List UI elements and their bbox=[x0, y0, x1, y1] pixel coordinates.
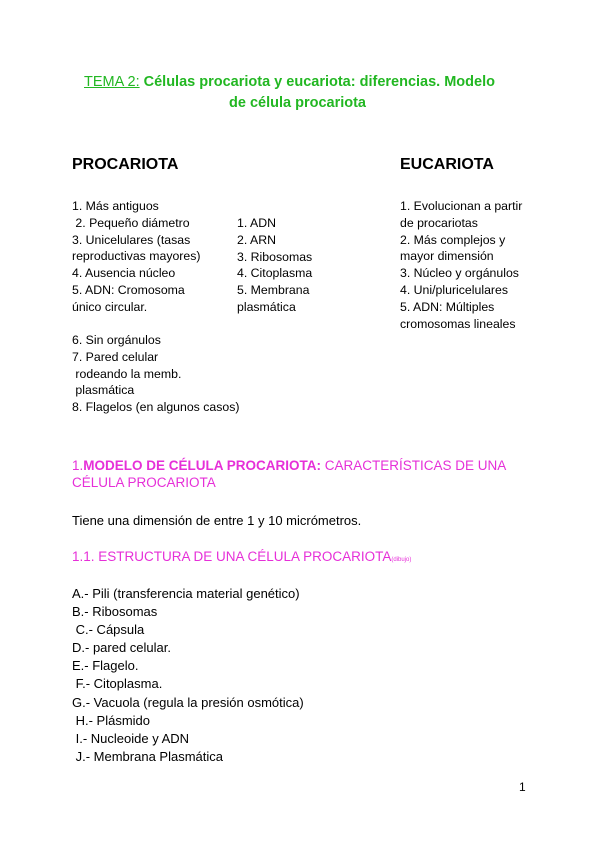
list-item: 5. ADN: Múltiples bbox=[400, 299, 495, 314]
list-item: mayor dimensión bbox=[400, 249, 494, 264]
list-item: 7. Pared celular bbox=[72, 349, 159, 364]
list-item: 3. Unicelulares (tasas bbox=[72, 232, 191, 247]
section-1-1-note: (dibujo) bbox=[391, 557, 412, 563]
section-1-1-heading bbox=[72, 548, 411, 569]
section-1-number: 1. bbox=[72, 458, 84, 473]
list-item: único circular. bbox=[72, 299, 148, 314]
procariota-header: PROCARIOTA bbox=[72, 156, 179, 173]
section-1-bold: MODELO DE CÉLULA PROCARIOTA: bbox=[83, 458, 322, 473]
list-item: 1. ADN bbox=[237, 216, 276, 230]
list-item: 4. Uni/pluricelulares bbox=[400, 282, 508, 297]
dimension-text: Tiene una dimensión de entre 1 y 10 micrómetros. bbox=[72, 513, 362, 528]
page-title-line1 bbox=[84, 74, 495, 90]
page-title-line2: de célula procariota bbox=[229, 95, 366, 111]
list-item: reproductivas mayores) bbox=[72, 249, 201, 264]
eucariota-header: EUCARIOTA bbox=[400, 156, 494, 173]
section-1-heading bbox=[72, 457, 506, 491]
structure-list bbox=[72, 585, 304, 766]
list-item: 1. Evolucionan a partir bbox=[400, 199, 523, 213]
list-item: I.- Nucleoide y ADN bbox=[72, 730, 190, 746]
list-item: H.- Plásmido bbox=[72, 712, 151, 728]
list-item: cromosomas lineales bbox=[400, 316, 516, 331]
title-text-line1: Células procariota y eucariota: diferencias. Modelo bbox=[143, 74, 495, 90]
common-list bbox=[237, 215, 312, 316]
title-label: TEMA 2: bbox=[84, 74, 140, 90]
list-item: 5. Membrana bbox=[237, 283, 310, 298]
list-item: rodeando la memb. bbox=[72, 366, 182, 381]
list-item: 4. Ausencia núcleo bbox=[72, 266, 176, 281]
list-item: B.- Ribosomas bbox=[72, 604, 158, 620]
list-item: F.- Citoplasma. bbox=[72, 676, 163, 692]
page-number: 1 bbox=[519, 780, 526, 794]
list-item: E.- Flagelo. bbox=[72, 658, 139, 674]
list-item: plasmática bbox=[72, 383, 135, 398]
list-item: 3. Ribosomas bbox=[237, 249, 313, 264]
eucariota-list bbox=[400, 198, 522, 332]
procariota-list bbox=[72, 198, 200, 316]
list-item: 2. ARN bbox=[237, 232, 276, 247]
section-1-rest: CARACTERÍSTICAS DE UNA bbox=[321, 458, 507, 473]
list-item: 4. Citoplasma bbox=[237, 266, 313, 281]
section-1-line2: CÉLULA PROCARIOTA bbox=[72, 475, 216, 490]
list-item: J.- Membrana Plasmática bbox=[72, 748, 223, 764]
list-item: 5. ADN: Cromosoma bbox=[72, 282, 185, 297]
procariota-list-2 bbox=[72, 332, 239, 416]
list-item: de procariotas bbox=[400, 215, 478, 230]
list-item: plasmática bbox=[237, 299, 296, 314]
list-item: C.- Cápsula bbox=[72, 622, 145, 638]
list-item: 2. Pequeño diámetro bbox=[72, 215, 190, 230]
list-item: 6. Sin orgánulos bbox=[72, 333, 161, 347]
list-item: 3. Núcleo y orgánulos bbox=[400, 266, 519, 281]
section-1-1-title: 1.1. ESTRUCTURA DE UNA CÉLULA PROCARIOTA bbox=[72, 549, 392, 564]
list-item: G.- Vacuola (regula la presión osmótica) bbox=[72, 694, 304, 710]
list-item: 8. Flagelos (en algunos casos) bbox=[72, 400, 240, 415]
list-item: 1. Más antiguos bbox=[72, 199, 159, 213]
list-item: D.- pared celular. bbox=[72, 640, 171, 656]
list-item: A.- Pili (transferencia material genético) bbox=[72, 586, 300, 601]
list-item: 2. Más complejos y bbox=[400, 232, 506, 247]
